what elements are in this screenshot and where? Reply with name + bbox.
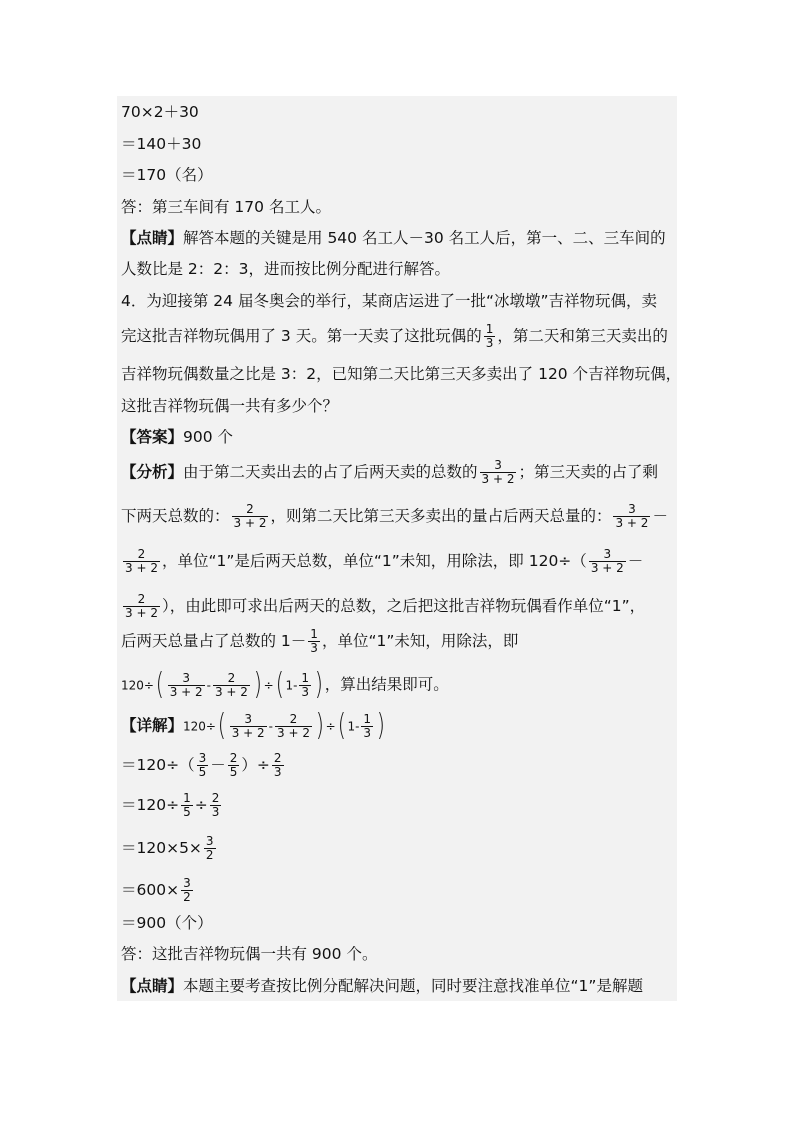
analysis-formula-line: 120÷( $\frac{3}{3 + 2}$ - $\frac{2}{3 + 2}$ ) ÷( 1- $\frac{1}{3}$ ) ，算出结果即可。 — [121, 667, 449, 702]
text-span: ），由此即可求出后两天的总数，之后把这批吉祥物玩偶看作单位“1”， — [161, 597, 646, 615]
fraction: $\frac{3}{2}$ — [183, 876, 191, 904]
text-span: ÷ — [194, 796, 208, 814]
analysis-line — [121, 503, 668, 530]
fraction: $\frac{3}{3 + 2}$ — [169, 670, 203, 699]
detail-line — [121, 792, 223, 819]
text-line: 答：第三车间有 170 名工人。 — [121, 198, 331, 216]
text-span: 120÷ — [121, 678, 154, 693]
question-line: 吉祥物玩偶数量之比是 3：2，已知第二天比第三天多卖出了 120 个吉祥物玩偶， — [121, 365, 682, 383]
answer-tag: 【答案】 — [121, 428, 184, 446]
fraction: $\frac{2}{3}$ — [211, 791, 220, 819]
fraction: $\frac{2}{3 + 2}$ — [214, 670, 248, 699]
text-span: ＝600× — [121, 881, 180, 899]
fraction: $\frac{2}{3 + 2}$ — [125, 592, 158, 620]
text-span: － — [627, 552, 644, 570]
text-span: ，单位“1”是后两天总数，单位“1”未知，用除法，即 120÷（ — [161, 552, 587, 570]
question-line: 这批吉祥物玩偶一共有多少个？ — [121, 397, 339, 415]
text-span: 解答本题的关键是用 540 名工人－30 名工人后，第一、二、三车间的 — [183, 229, 666, 247]
text-line: ＝900（个） — [121, 914, 213, 932]
fraction: $\frac{1}{3}$ — [310, 627, 318, 655]
fraction: $\frac{2}{3 + 2}$ — [233, 502, 267, 530]
fraction: $\frac{2}{3 + 2}$ — [277, 711, 310, 740]
analysis-line — [121, 593, 645, 620]
fraction: $\frac{1}{5}$ — [183, 791, 191, 819]
text-span: 本题主要考查按比例分配解决问题，同时要注意找准单位“1”是解题 — [183, 977, 643, 995]
analysis-line — [121, 548, 643, 575]
analysis-line — [121, 459, 658, 486]
detail-line — [121, 835, 218, 862]
text-span: － — [652, 507, 668, 525]
analysis-tag: 【分析】 — [121, 463, 184, 481]
text-span: ，算出结果即可。 — [324, 675, 449, 694]
detail-line — [121, 877, 195, 904]
fraction: $\frac{1}{3}$ — [301, 670, 310, 699]
fraction: $\frac{3}{3 + 2}$ — [231, 711, 265, 740]
text-line: ＝140＋30 — [121, 135, 202, 153]
analysis-line — [121, 628, 518, 655]
text-span: ，单位“1”未知，用除法，即 — [321, 632, 519, 650]
text-span: ＝120÷（ — [121, 756, 195, 774]
fraction: $\frac{1}{3}$ — [485, 322, 494, 350]
question-line: 4．为迎接第 24 届冬奥会的举行，某商店运进了一批“冰墩墩”吉祥物玩偶，卖 — [121, 292, 658, 310]
text-line: 人数比是 2：2：3，进而按比例分配进行解答。 — [121, 260, 451, 278]
detail-line: 【详解】120÷( $\frac{3}{3 + 2}$ - $\frac{2}{3 + 2}$ ) ÷( 1- $\frac{1}{3}$ ) — [121, 708, 386, 743]
question-line — [121, 323, 668, 350]
text-span: ＝120÷ — [121, 796, 180, 814]
detail-tag: 【详解】 — [121, 716, 184, 735]
fraction: $\frac{3}{2}$ — [205, 834, 214, 862]
key-point-line — [121, 976, 643, 996]
text-line: 70×2＋30 — [121, 103, 199, 121]
text-span: 900 个 — [183, 428, 234, 446]
fraction: $\frac{3}{3 + 2}$ — [481, 458, 515, 486]
text-span: 120÷ — [183, 719, 216, 734]
text-span: ＝120×5× — [121, 839, 202, 857]
answer-line — [121, 427, 233, 447]
detail-line — [121, 752, 286, 779]
key-point-tag: 【点睛】 — [121, 229, 184, 247]
text-line: ＝170（名） — [121, 166, 213, 184]
text-span: ，则第二天比第三天多卖出的量占后两天总量的： — [270, 507, 612, 525]
text-span: ；第三天卖的占了剩 — [518, 463, 658, 481]
text-span: ）÷ — [241, 756, 270, 774]
fraction: $\frac{3}{5}$ — [198, 751, 207, 779]
fraction: $\frac{2}{5}$ — [229, 751, 238, 779]
text-span: ，第二天和第三天卖出的 — [497, 327, 668, 345]
fraction: $\frac{1}{3}$ — [363, 711, 372, 740]
key-point-tag: 【点睛】 — [121, 977, 184, 995]
text-span: － — [210, 756, 226, 774]
fraction: $\frac{2}{3}$ — [273, 751, 282, 779]
text-span: 后两天总量占了总数的 1－ — [121, 632, 307, 650]
fraction: $\frac{2}{3 + 2}$ — [125, 547, 158, 575]
text-span: 由于第二天卖出去的占了后两天卖的总数的 — [183, 463, 478, 481]
text-span: 下两天总数的： — [121, 507, 230, 525]
text-line: 答：这批吉祥物玩偶一共有 900 个。 — [121, 945, 378, 963]
fraction: $\frac{3}{3 + 2}$ — [590, 547, 624, 575]
fraction: $\frac{3}{3 + 2}$ — [615, 502, 649, 530]
key-point-line — [121, 228, 666, 248]
text-span: 完这批吉祥物玩偶用了 3 天。第一天卖了这批玩偶的 — [121, 327, 482, 345]
